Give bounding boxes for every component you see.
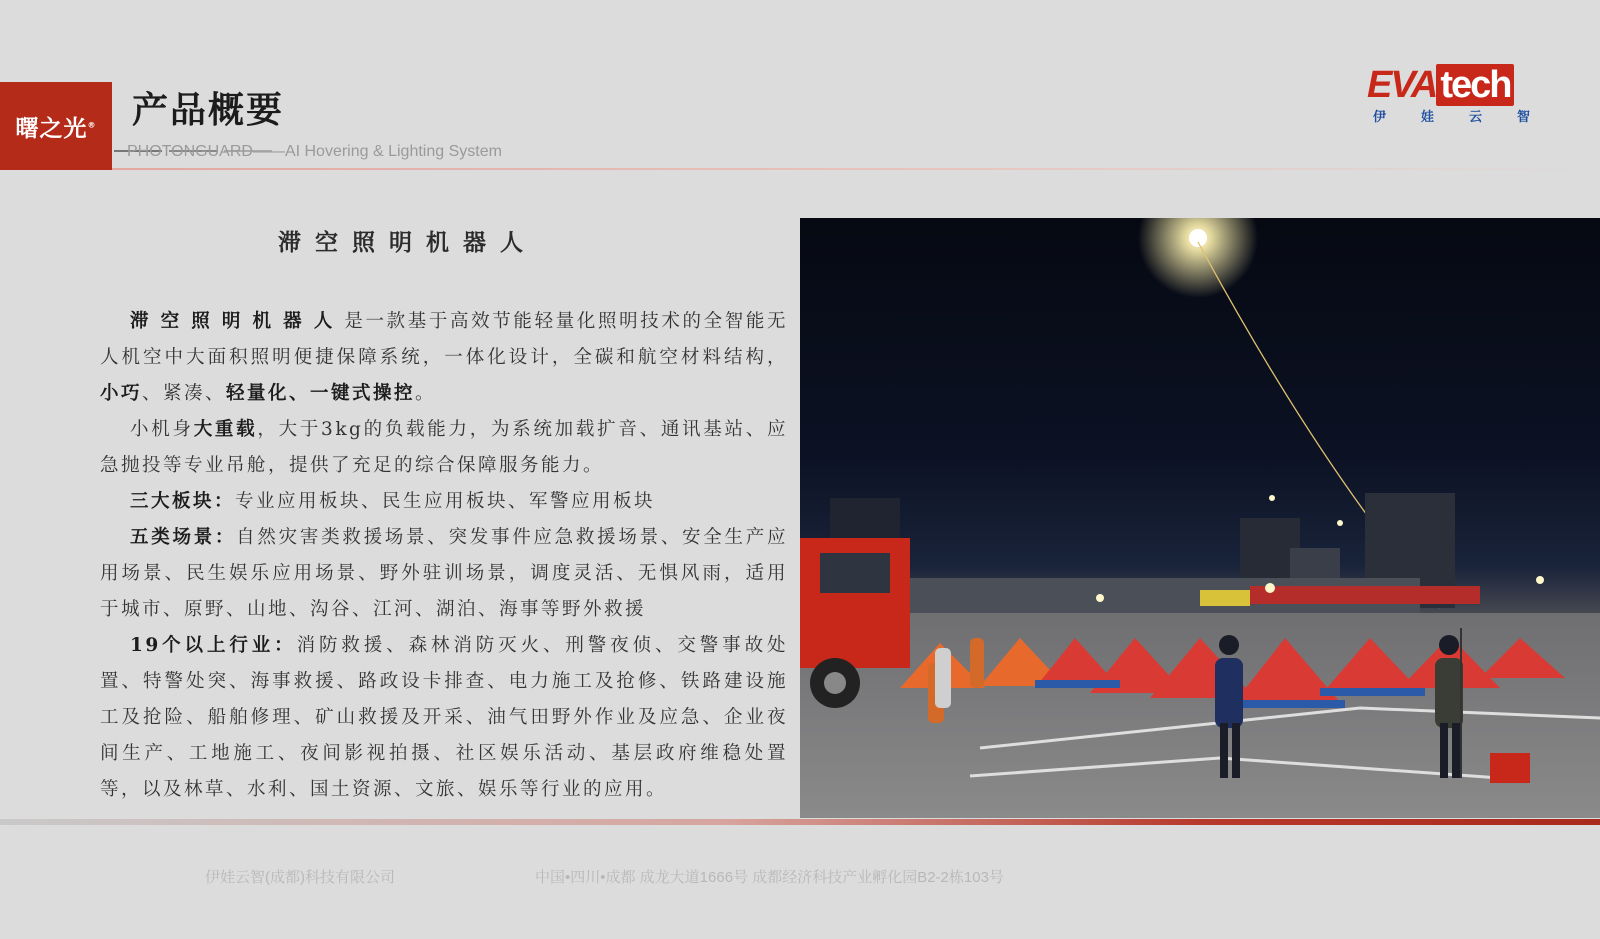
photo-illustration: [800, 218, 1600, 818]
paragraph-scenarios: 五类场景：自然灾害类救援场景、突发事件应急救援场景、安全生产应用场景、民生娱乐应用场景、野外驻训场景，调度灵活、无惧风雨，适用于城市、原野、山地、沟谷、江河、湖泊、海事等野外救援: [100, 527, 788, 620]
brand-block: [0, 82, 112, 170]
logo-eva-text: EVA: [1367, 64, 1437, 106]
drone-light-icon: [1189, 229, 1207, 247]
footer-company: 伊娃云智(成都)科技有限公司: [205, 869, 395, 886]
paragraph-payload: 小机身大重载，大于3kg的负载能力，为系统加载扩音、通讯基站、应急抛投等专业吊舱，提供了充足的综合保障服务能力。: [100, 419, 788, 476]
paragraph-sectors: 三大板块：专业应用板块、民生应用板块、军警应用板块: [130, 491, 656, 512]
logo-tech-text: tech: [1436, 64, 1514, 106]
ground-station-box: [1490, 753, 1530, 783]
paragraph-industries: 19个以上行业：消防救援、森林消防灭火、刑警夜侦、交警事故处置、特警处突、海事救援、路政设卡排查、电力施工及抢修、铁路建设施工及抢险、船舶修理、矿山救援及开采、油气田野外作业及应急、企业夜间生产、工地施工、夜间影视拍摄、社区娱乐活动、基层政府维稳处置等，以及林草、水利、国土资源、文旅、娱乐等行业的应用。: [100, 635, 788, 800]
brand-logo: [16, 110, 97, 143]
footer-address: 中国•四川•成都 成龙大道1666号 成都经济科技产业孵化园B2-2栋103号: [535, 869, 1004, 886]
product-description: [100, 304, 788, 808]
brand-trademark: ®: [87, 119, 97, 129]
logo-subtitle: 伊 娃 云 智: [1373, 110, 1530, 125]
brand-name: 曙之光: [15, 115, 88, 142]
night-rescue-camp-photo: [800, 218, 1600, 818]
fire-truck-icon: [800, 538, 910, 668]
header-divider: [112, 168, 1600, 170]
section-title: 滞空照明机器人: [278, 230, 537, 256]
page-title: 产品概要: [132, 90, 285, 131]
footer-divider: [0, 819, 1600, 825]
page-subtitle: PHOTONGUARD——AI Hovering & Lighting System: [127, 143, 502, 160]
evatech-logo: [1367, 66, 1534, 125]
paragraph-intro: 滞空照明机器人是一款基于高效节能轻量化照明技术的全智能无人机空中大面积照明便捷保障系统，一体化设计，全碳和航空材料结构，小巧、紧凑、轻量化、一键式操控。: [100, 311, 788, 404]
